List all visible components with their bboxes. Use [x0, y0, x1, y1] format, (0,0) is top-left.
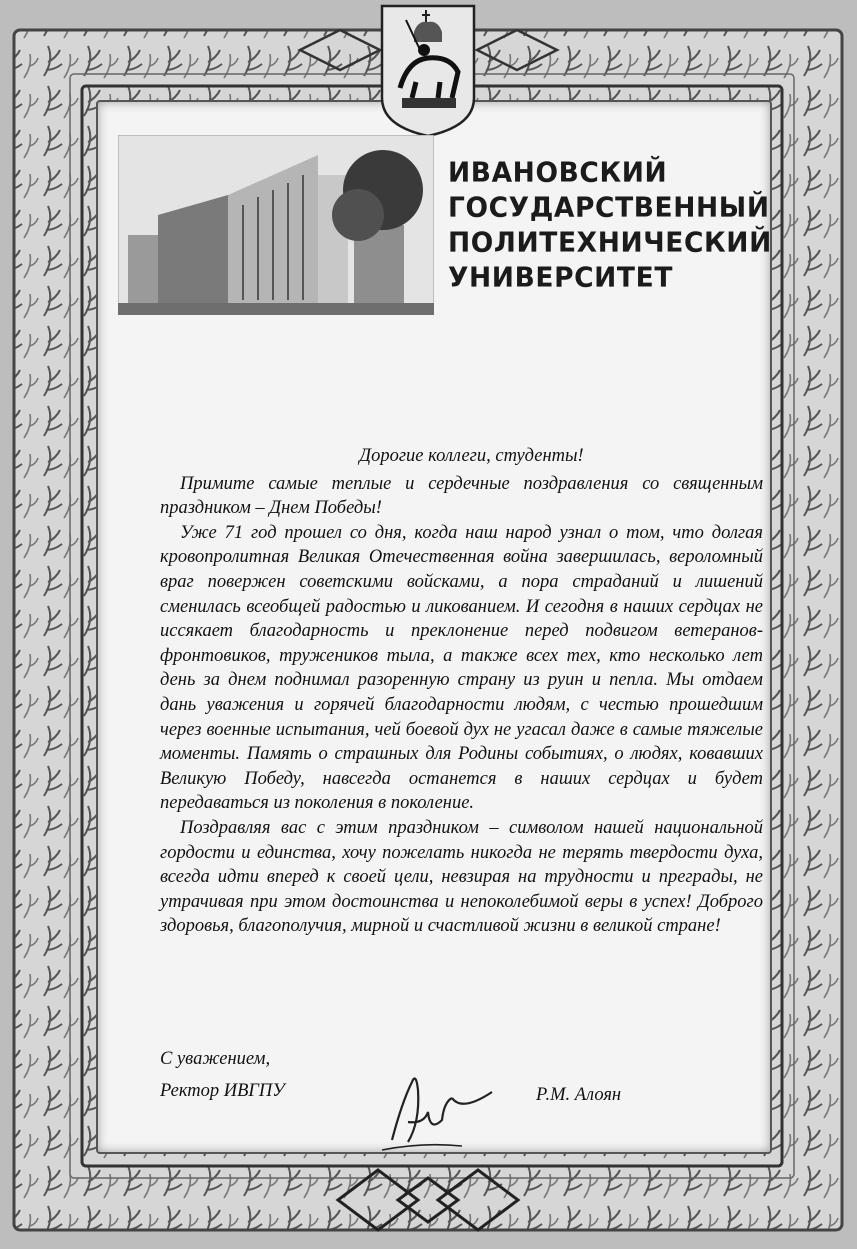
signer-name: Р.М. Алоян [536, 1085, 622, 1105]
signer-title: Ректор ИВГПУ [160, 1081, 285, 1101]
letter-greeting: Дорогие коллеги, студенты! [359, 446, 584, 466]
university-name [448, 154, 772, 294]
city-coat-of-arms-icon [378, 2, 478, 138]
letter-paragraph: Поздравляя вас с этим праздником – символом нашей национальной гордости и единства, хочу пожелать никогда не терять твердости духа, всегда идти вперед к своей цели, невзирая на трудности и преграды, не утрачивая при этом достоинства и непоколебимой веры в успех! Доброго здоровья, благополучия, мирной и счастливой жизни в великой стране! [160, 817, 763, 937]
university-name-line: ИВАНОВСКИЙ [448, 156, 668, 189]
university-building-photo [118, 135, 434, 315]
handwritten-signature [372, 1062, 512, 1154]
letter-paragraph: Уже 71 год прошел со дня, когда наш народ узнал о том, что долгая кровопролитная Великая Отечественная война завершилась, вероломный враг повержен советскими войсками, а пора страданий и лишений сменилась всеобщей радостью и ликованием. И сегодня в наших сердцах не иссякает благодарность и преклонение перед подвигом ветеранов-фронтовиков, тружеников тыла, а также всех тех, кто несколько лет день за днем поднимал разоренную страну из руин и пепла. Мы отдаем дань уважения и горячей благодарности людям, с честью прошедшим через военные испытания, чей боевой дух не угасал даже в самые тяжелые моменты. Память о страшных для Родины событиях, о людях, ковавших Великую Победу, навсегда останется в наших сердцах и будет передаваться из поколения в поколение. [160, 522, 763, 814]
university-name-line: ГОСУДАРСТВЕННЫЙ [448, 191, 770, 224]
university-name-line: УНИВЕРСИТЕТ [448, 261, 673, 294]
letter-body [160, 444, 763, 939]
letter-closing: С уважением, [160, 1049, 271, 1069]
university-name-line: ПОЛИТЕХНИЧЕСКИЙ [448, 226, 772, 259]
bottom-ornament [328, 1160, 528, 1240]
letter-paragraph: Примите самые теплые и сердечные поздравления со священным праздником – Днем Победы! [160, 473, 763, 519]
